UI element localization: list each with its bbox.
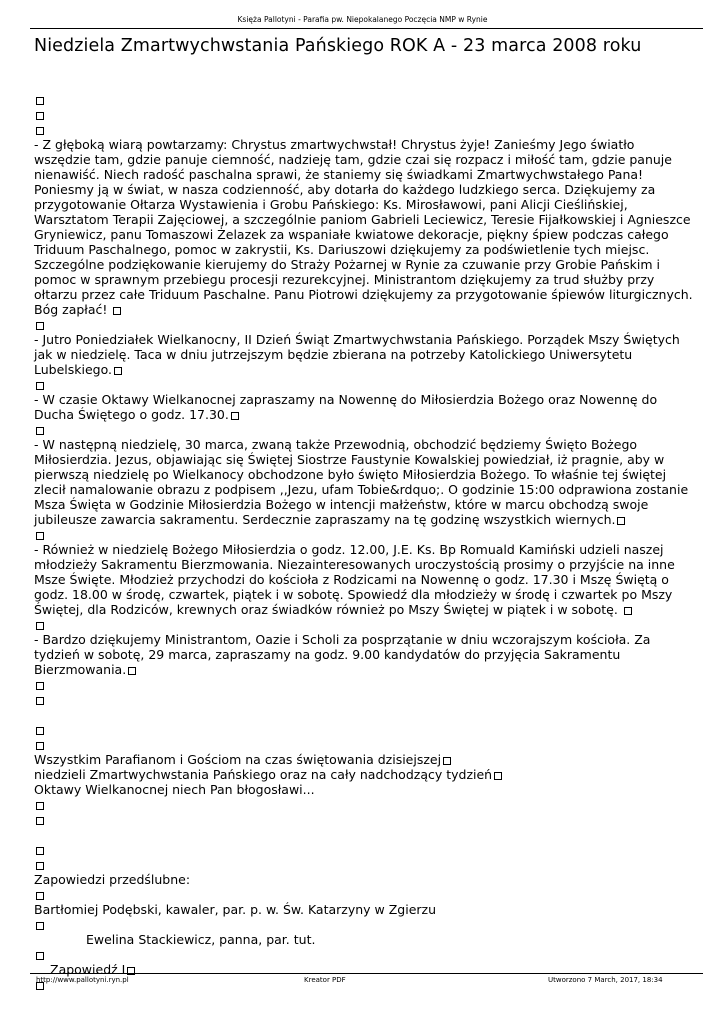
missing-glyph-box-icon: [36, 427, 44, 435]
missing-glyph-box-icon: [36, 127, 44, 135]
text-line: [34, 782, 694, 797]
text-line: [34, 107, 694, 122]
line-text: niedzieli Zmartwychwstania Pańskiego oraz na cały nadchodzący tydzień: [34, 767, 493, 782]
missing-glyph-box-icon: [36, 727, 44, 735]
text-line: [34, 692, 694, 707]
text-line: [34, 497, 694, 512]
missing-glyph-box-icon: [36, 112, 44, 120]
missing-glyph-box-icon: [36, 892, 44, 900]
missing-glyph-box-icon: [36, 817, 44, 825]
line-text: - Jutro Poniedziałek Wielkanocny, II Dzień Świąt Zmartwychwstania Pańskiego. Porządek Mszy Świętych: [34, 332, 680, 347]
missing-glyph-box-icon: [113, 307, 121, 315]
text-line: [34, 557, 694, 572]
line-text: Zapowiedzi przedślubne:: [34, 872, 191, 887]
missing-glyph-box-icon: [36, 922, 44, 930]
line-text: Msza Święta w Godzinie Miłosierdzia Bożego w intencji małżeństw, które w marcu obchodzą swoje: [34, 497, 649, 512]
text-line: [34, 767, 694, 782]
text-line: [34, 272, 694, 287]
missing-glyph-box-icon: [128, 667, 136, 675]
missing-glyph-box-icon: [114, 367, 122, 375]
text-line: [34, 677, 694, 692]
missing-glyph-box-icon: [36, 622, 44, 630]
text-line: [34, 932, 694, 947]
missing-glyph-box-icon: [617, 517, 625, 525]
line-text: - Również w niedzielę Bożego Miłosierdzia o godz. 12.00, J.E. Ks. Bp Romuald Kamiński udzieli naszej: [34, 542, 664, 557]
line-text: Wszystkim Parafianom i Gościom na czas świętowania dzisiejszej: [34, 752, 442, 767]
missing-glyph-box-icon: [443, 757, 451, 765]
line-text: pomoc w sprawnym przebiegu procesji rezurekcyjnej. Ministrantom dziękujemy za trud służby przy: [34, 272, 655, 287]
missing-glyph-box-icon: [36, 952, 44, 960]
text-line: [34, 347, 694, 362]
text-line: [34, 797, 694, 812]
missing-glyph-box-icon: [36, 97, 44, 105]
line-text: przygotowanie Ołtarza Wystawienia i Grobu Pańskiego: Ks. Mirosławowi, pani Alicji Cieślińskiej,: [34, 197, 628, 212]
announcements-body: [34, 92, 694, 992]
line-text: Lubelskiego.: [34, 362, 113, 377]
text-line: [34, 587, 694, 602]
text-line: [34, 917, 694, 932]
line-text: jak w niedzielę. Taca w dniu jutrzejszym będzie zbierana na potrzeby Katolickiego Uniwersytetu: [34, 347, 633, 362]
line-text: tydzień w sobotę, 29 marca, zapraszamy na godz. 9.00 kandydatów do przyjęcia Sakramentu: [34, 647, 621, 662]
text-line: [34, 872, 694, 887]
text-line: [34, 167, 694, 182]
line-text: ołtarzu przez całe Triduum Paschalne. Panu Piotrowi dziękujemy za przygotowanie śpiewów liturgicznych.: [34, 287, 693, 302]
text-line: [34, 377, 694, 392]
text-line: [34, 182, 694, 197]
text-line: [34, 947, 694, 962]
text-line: [34, 197, 694, 212]
text-line: [34, 902, 694, 917]
line-text: Msze Święte. Młodzież przychodzi do kościoła z Rodzicami na Nowennę o godz. 17.30 i Mszę Świętą o: [34, 572, 669, 587]
missing-glyph-box-icon: [36, 802, 44, 810]
text-line: [34, 842, 694, 857]
text-line: [34, 227, 694, 242]
header-divider: [30, 28, 703, 29]
line-text: Miłosierdzia. Jezus, objawiając się Świętej Siostrze Faustynie Kowalskiej powiedział, iż pragnie, aby w: [34, 452, 665, 467]
text-line: [34, 482, 694, 497]
text-line: [34, 137, 694, 152]
line-text: - Z głęboką wiarą powtarzamy: Chrystus zmartwychwstał! Chrystus żyje! Zanieśmy Jego światło: [34, 137, 635, 152]
text-line: [34, 212, 694, 227]
text-line: [34, 152, 694, 167]
text-line: [34, 602, 694, 617]
text-line: [34, 572, 694, 587]
text-line: [34, 707, 694, 722]
text-line: [34, 257, 694, 272]
text-line: [34, 632, 694, 647]
line-text: Warsztatom Terapii Zajęciowej, a szczególnie paniom Gabrieli Leciewicz, Teresie Fijałkowskiej i Agnieszce: [34, 212, 691, 227]
footer-url[interactable]: http://www.pallotyni.ryn.pl: [36, 976, 129, 984]
line-text: godz. 18.00 w środę, czwartek, piątek i w sobotę. Spowiedź dla młodzieży w środę i czwartek po Mszy: [34, 587, 673, 602]
text-line: [34, 287, 694, 302]
line-text: nienawiść. Niech radość paschalna sprawi, że staniemy się świadkami Zmartwychwstałego Pana!: [34, 167, 644, 182]
text-line: [34, 407, 694, 422]
line-text: Bierzmowania.: [34, 662, 127, 677]
footer-created-date: Utworzono 7 March, 2017, 18:34: [548, 976, 663, 984]
missing-glyph-box-icon: [36, 742, 44, 750]
line-text: Triduum Paschalnego, pomoc w zakrystii, Ks. Dariuszowi dziękujemy za podświetlenie tych miejsc.: [34, 242, 650, 257]
line-text: Bóg zapłać!: [34, 302, 112, 317]
line-text: zlecił namalowanie obrazu z podpisem ,,Jezu, ufam Tobie&rdquo;. O godzinie 15:00 odprawiona zostanie: [34, 482, 689, 497]
text-line: [34, 737, 694, 752]
line-text: - Bardzo dziękujemy Ministrantom, Oazie i Scholi za posprzątanie w dniu wczorajszym kościoła. Za: [34, 632, 651, 647]
missing-glyph-box-icon: [36, 697, 44, 705]
missing-glyph-box-icon: [36, 682, 44, 690]
text-line: [34, 752, 694, 767]
line-text: jubileusze zawarcia sakramentu. Serdecznie zapraszamy na tę godzinę wszystkich wiernych.: [34, 512, 616, 527]
missing-glyph-box-icon: [36, 862, 44, 870]
line-text: Szczególne podziękowanie kierujemy do Straży Pożarnej w Rynie za czuwanie przy Grobie Pańskim i: [34, 257, 660, 272]
text-line: [34, 362, 694, 377]
text-line: [34, 437, 694, 452]
line-text: Zapowiedź I: [50, 962, 126, 977]
text-line: [34, 857, 694, 872]
line-text: - W czasie Oktawy Wielkanocnej zapraszamy na Nowennę do Miłosierdzia Bożego oraz Nowennę do: [34, 392, 658, 407]
missing-glyph-box-icon: [231, 412, 239, 420]
text-line: [34, 317, 694, 332]
line-text: Ducha Świętego o godz. 17.30.: [34, 407, 229, 422]
text-line: [34, 392, 694, 407]
line-text: Świętej, dla Rodziców, krewnych oraz świadków również po Mszy Świętej w piątek i w sobotę.: [34, 602, 622, 617]
missing-glyph-box-icon: [624, 607, 632, 615]
text-line: [34, 122, 694, 137]
line-text: młodzieży Sakramentu Bierzmowania. Niezainteresowanych uroczystością prosimy o przyjście na inne: [34, 557, 675, 572]
line-text: Poniesmy ją w świat, w nasza codzienność, aby dotarła do każdego ludzkiego serca. Dziękujemy za: [34, 182, 656, 197]
missing-glyph-box-icon: [36, 322, 44, 330]
page-title: Niedziela Zmartwychwstania Pańskiego ROK A - 23 marca 2008 roku: [34, 36, 642, 56]
line-text: - W następną niedzielę, 30 marca, zwaną także Przewodnią, obchodzić będziemy Święto Bożego: [34, 437, 638, 452]
line-text: wszędzie tam, gdzie panuje ciemność, nadzieję tam, gdzie czai się rozpacz i miłość tam, gdzie panuje: [34, 152, 672, 167]
line-text: Ewelina Stackiewicz, panna, par. tut.: [86, 932, 316, 947]
text-line: [34, 467, 694, 482]
text-line: [34, 812, 694, 827]
text-line: [34, 242, 694, 257]
line-text: pierwszą niedzielę po Wielkanocy obchodzone było święto Miłosierdzia Bożego. To właśnie tej świętej: [34, 467, 667, 482]
page-header: Księża Pallotyni - Parafia pw. Niepokalanego Poczęcia NMP w Rynie: [237, 15, 488, 24]
text-line: [34, 302, 694, 317]
text-line: [34, 722, 694, 737]
line-text: Oktawy Wielkanocnej niech Pan błogosławi...: [34, 782, 315, 797]
text-line: [34, 962, 694, 977]
missing-glyph-box-icon: [494, 772, 502, 780]
line-text: Gryniewicz, panu Tomaszowi Żelazek za wspaniałe kwiatowe dekoracje, piękny śpiew podczas całego: [34, 227, 669, 242]
missing-glyph-box-icon: [36, 847, 44, 855]
text-line: [34, 452, 694, 467]
missing-glyph-box-icon: [36, 382, 44, 390]
missing-glyph-box-icon: [36, 532, 44, 540]
text-line: [34, 542, 694, 557]
footer-generator: Kreator PDF: [304, 976, 346, 984]
footer-divider: [30, 973, 703, 974]
text-line: [34, 647, 694, 662]
text-line: [34, 92, 694, 107]
text-line: [34, 332, 694, 347]
text-line: [34, 527, 694, 542]
text-line: [34, 887, 694, 902]
text-line: [34, 827, 694, 842]
text-line: [34, 512, 694, 527]
text-line: [34, 662, 694, 677]
text-line: [34, 617, 694, 632]
line-text: Bartłomiej Podębski, kawaler, par. p. w. Św. Katarzyny w Zgierzu: [34, 902, 437, 917]
text-line: [34, 422, 694, 437]
